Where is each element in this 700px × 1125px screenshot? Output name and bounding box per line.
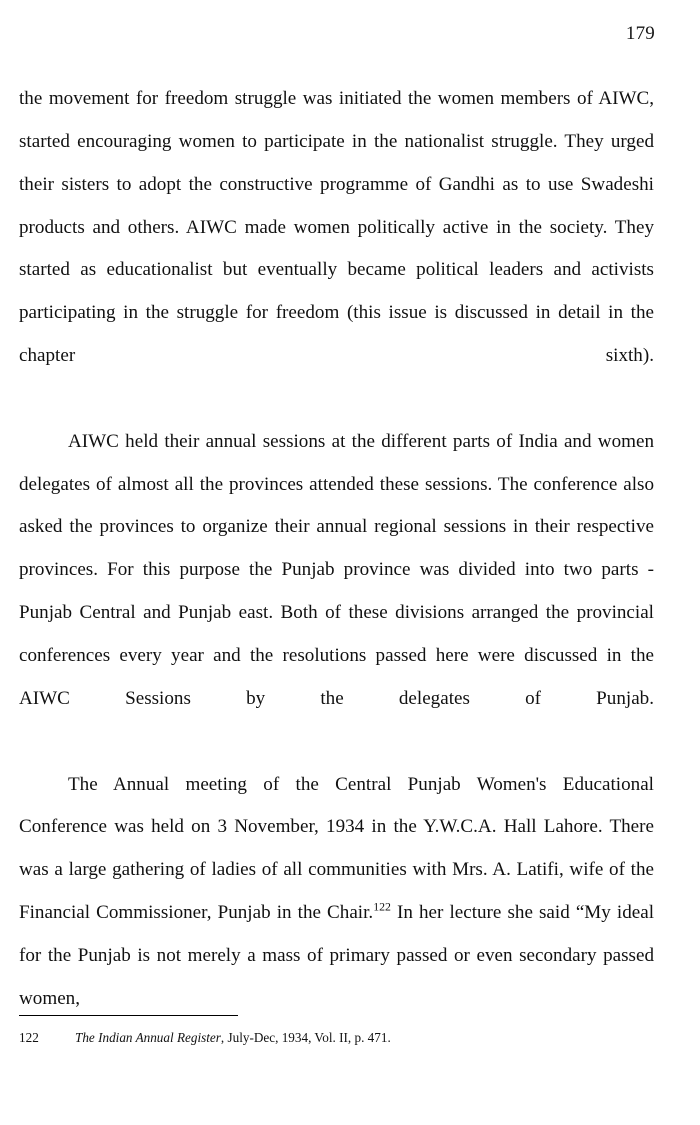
footnote-citation-details: , July-Dec, 1934, Vol. II, p. 471.: [220, 1030, 391, 1045]
footnote-reference-122[interactable]: 122: [373, 899, 391, 914]
footnote-entry-122: [19, 1029, 655, 1046]
footnote-area: [19, 1015, 655, 1046]
body-text-column: [19, 78, 654, 1063]
paragraph-3-text-before-footnote-ref: The Annual meeting of the Central Punjab Women's Educational Conference was held on 3 November, 1934 in the Y.W.C.A. Hall Lahore. There was a large gathering of ladies of all communities with Mrs. A. Latifi, wife of the Financial Commissioner, Punjab in the Chair.: [19, 773, 654, 924]
footnote-separator-rule: [19, 1015, 238, 1016]
paragraph-1: the movement for freedom struggle was initiated the women members of AIWC, started encouraging women to participate in the nationalist struggle. They urged their sisters to adopt the constructive programme of Gandhi as to use Swadeshi products and others. AIWC made women politically active in the society. They started as educationalist but eventually became political leaders and activists participating in the struggle for freedom (this issue is discussed in detail in the chapter sixth).: [19, 88, 654, 367]
paragraph-2: AIWC held their annual sessions at the different parts of India and women delegates of almost all the provinces attended these sessions. The conference also asked the provinces to organize their annual regional sessions in their respective provinces. For this purpose the Punjab province was divided into two parts - Punjab Central and Punjab east. Both of these divisions arranged the provincial conferences every year and the resolutions passed here were discussed in the AIWC Sessions by the delegates of Punjab.: [19, 430, 654, 709]
footnote-source-title: The Indian Annual Register: [75, 1030, 221, 1045]
paragraph-3-text-after-footnote-ref: In her lecture she said “My ideal for the Punjab is not merely a mass of primary passed or even secondary passed women,: [19, 902, 655, 1009]
page-number: 179: [625, 23, 655, 44]
footnote-number: 122: [19, 1030, 39, 1045]
